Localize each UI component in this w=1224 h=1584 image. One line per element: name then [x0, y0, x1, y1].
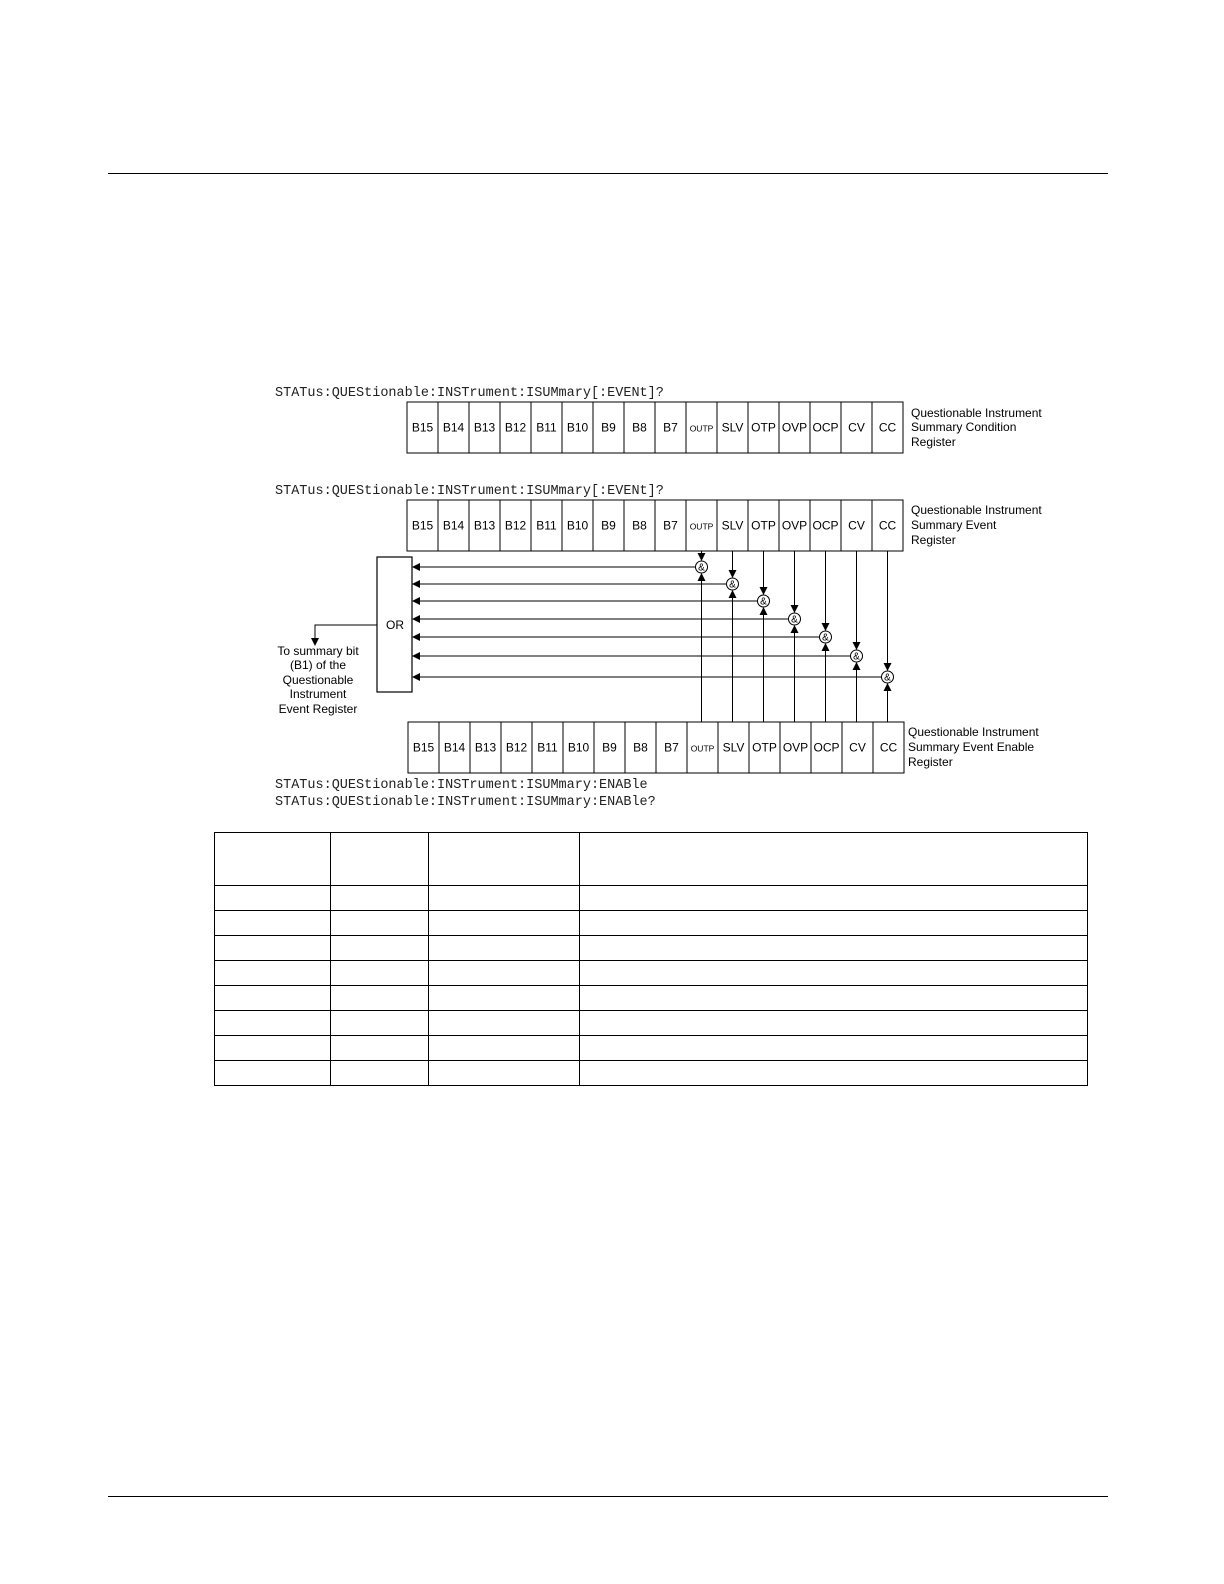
table-cell	[429, 911, 580, 936]
register-bit-label: B14	[442, 518, 465, 533]
table-row	[215, 886, 1088, 911]
svg-text:Questionable Instrument: Questionable Instrument	[908, 725, 1039, 739]
table-cell	[429, 961, 580, 986]
svg-text:Instrument: Instrument	[289, 687, 347, 701]
register-bit-label: B10	[566, 420, 589, 435]
and-gate-symbol: &	[884, 672, 891, 684]
table-cell	[215, 1036, 331, 1061]
condition-register-command: STATus:QUEStionable:INSTrument:ISUMmary[:EVENt]?	[275, 386, 664, 401]
register-bit-label: B15	[411, 518, 434, 533]
register-bit-label: OUTP	[690, 743, 715, 754]
enable-register-label	[908, 725, 1039, 769]
register-bit-label: OTP	[752, 740, 777, 755]
table-row	[215, 1011, 1088, 1036]
enable-register-command: STATus:QUEStionable:INSTrument:ISUMmary:ENABle	[275, 778, 648, 793]
register-bit-label: B8	[632, 420, 647, 435]
table-row	[215, 911, 1088, 936]
table-cell	[580, 961, 1088, 986]
register-bit-label: OUTP	[689, 521, 714, 532]
table-cell	[580, 886, 1088, 911]
register-bit-label: B12	[505, 740, 528, 755]
and-gate-symbol: &	[791, 614, 798, 626]
register-bit-label: CV	[849, 740, 866, 755]
table-cell	[331, 1061, 429, 1086]
table-cell	[331, 1011, 429, 1036]
table-cell	[580, 1011, 1088, 1036]
enable-register	[408, 722, 904, 773]
register-bit-label: B9	[602, 740, 617, 755]
summary-bit-note	[277, 644, 359, 716]
table-cell	[580, 1036, 1088, 1061]
condition-register-label	[911, 406, 1042, 449]
table-cell	[215, 986, 331, 1011]
and-gate-symbol: &	[853, 651, 860, 663]
table-cell	[331, 936, 429, 961]
table-cell	[580, 1061, 1088, 1086]
register-bit-label: CC	[878, 420, 897, 435]
svg-text:To summary bit: To summary bit	[277, 644, 359, 658]
register-bit-label: B11	[536, 518, 557, 533]
svg-text:Summary Event Enable: Summary Event Enable	[908, 740, 1035, 754]
register-bit-label: OVP	[781, 420, 808, 435]
condition-register	[407, 402, 903, 453]
svg-text:Register: Register	[911, 435, 956, 449]
register-bit-label: OTP	[751, 518, 776, 533]
table-cell	[331, 911, 429, 936]
event-register-label	[911, 503, 1042, 547]
svg-text:Summary Event: Summary Event	[911, 518, 997, 532]
svg-text:Register: Register	[911, 533, 956, 547]
and-gate-symbol: &	[760, 596, 767, 608]
register-bit-label: CC	[879, 740, 898, 755]
register-bit-label: B13	[474, 740, 497, 755]
svg-text:Questionable Instrument: Questionable Instrument	[911, 406, 1042, 420]
table-cell	[215, 911, 331, 936]
register-bit-label: B14	[442, 420, 465, 435]
table-cell	[215, 886, 331, 911]
register-bit-label: B13	[473, 420, 496, 435]
table-cell	[215, 961, 331, 986]
register-bit-label: B14	[443, 740, 466, 755]
register-bit-label: SLV	[721, 518, 744, 533]
table-cell	[215, 1061, 331, 1086]
register-bit-label: B15	[411, 420, 434, 435]
table-cell	[331, 886, 429, 911]
table-cell	[215, 936, 331, 961]
register-bit-label: B13	[473, 518, 496, 533]
svg-text:Questionable Instrument: Questionable Instrument	[911, 503, 1042, 517]
svg-text:Event Register: Event Register	[278, 702, 358, 716]
table-row	[215, 1061, 1088, 1086]
register-bit-label: CC	[878, 518, 897, 533]
register-bit-label: B11	[537, 740, 558, 755]
event-register-command: STATus:QUEStionable:INSTrument:ISUMmary[:EVENt]?	[275, 484, 664, 499]
register-bit-label: B12	[504, 420, 527, 435]
table-row	[215, 936, 1088, 961]
table-header-cell	[580, 833, 1088, 886]
table-cell	[429, 986, 580, 1011]
register-bit-label: OUTP	[689, 423, 714, 434]
summary-output-arrow	[315, 625, 377, 645]
table-row	[215, 1036, 1088, 1061]
table-cell	[580, 986, 1088, 1011]
register-bit-label: OVP	[782, 740, 809, 755]
register-bit-label: CV	[848, 420, 865, 435]
and-gate-symbol: &	[822, 632, 829, 644]
register-bit-label: OCP	[812, 518, 839, 533]
register-bit-label: B7	[664, 740, 679, 755]
register-bit-label: OCP	[813, 740, 840, 755]
register-bit-label: OVP	[781, 518, 808, 533]
or-gate-label: OR	[386, 618, 404, 632]
svg-text:Register: Register	[908, 755, 953, 769]
register-bit-label: OTP	[751, 420, 776, 435]
register-bit-label: B12	[504, 518, 527, 533]
register-bit-label: B10	[566, 518, 589, 533]
svg-text:Summary Condition: Summary Condition	[911, 420, 1017, 434]
register-bit-label: B10	[567, 740, 590, 755]
register-bit-label: B8	[632, 518, 647, 533]
register-bit-label: OCP	[812, 420, 839, 435]
table-cell	[331, 986, 429, 1011]
table-cell	[429, 1061, 580, 1086]
svg-text:Questionable: Questionable	[282, 673, 354, 687]
table-cell	[429, 1011, 580, 1036]
table-cell	[429, 886, 580, 911]
and-gate-network	[413, 551, 894, 722]
table-header-row	[215, 833, 1088, 886]
register-bit-label: B9	[601, 518, 616, 533]
svg-text:(B1) of the: (B1) of the	[289, 658, 347, 672]
table-cell	[429, 936, 580, 961]
footer-rule	[108, 1496, 1108, 1497]
register-bit-label: B15	[412, 740, 435, 755]
and-gate-symbol: &	[698, 562, 705, 574]
enable-register-query: STATus:QUEStionable:INSTrument:ISUMmary:ENABle?	[275, 795, 656, 810]
register-bit-label: B8	[633, 740, 648, 755]
register-bit-label: B11	[536, 420, 557, 435]
register-bit-label: SLV	[721, 420, 744, 435]
table-header-cell	[215, 833, 331, 886]
table-row	[215, 961, 1088, 986]
table-cell	[580, 911, 1088, 936]
table-cell	[429, 1036, 580, 1061]
table-cell	[331, 961, 429, 986]
bit-description-table	[214, 832, 1088, 1086]
register-bit-label: SLV	[722, 740, 745, 755]
table-row	[215, 986, 1088, 1011]
event-register	[407, 500, 903, 551]
register-bit-label: B9	[601, 420, 616, 435]
register-bit-label: B7	[663, 420, 678, 435]
table-header-cell	[331, 833, 429, 886]
register-bit-label: B7	[663, 518, 678, 533]
table-cell	[215, 1011, 331, 1036]
register-bit-label: CV	[848, 518, 865, 533]
table-cell	[331, 1036, 429, 1061]
table-cell	[580, 936, 1088, 961]
table-header-cell	[429, 833, 580, 886]
and-gate-symbol: &	[729, 579, 736, 591]
